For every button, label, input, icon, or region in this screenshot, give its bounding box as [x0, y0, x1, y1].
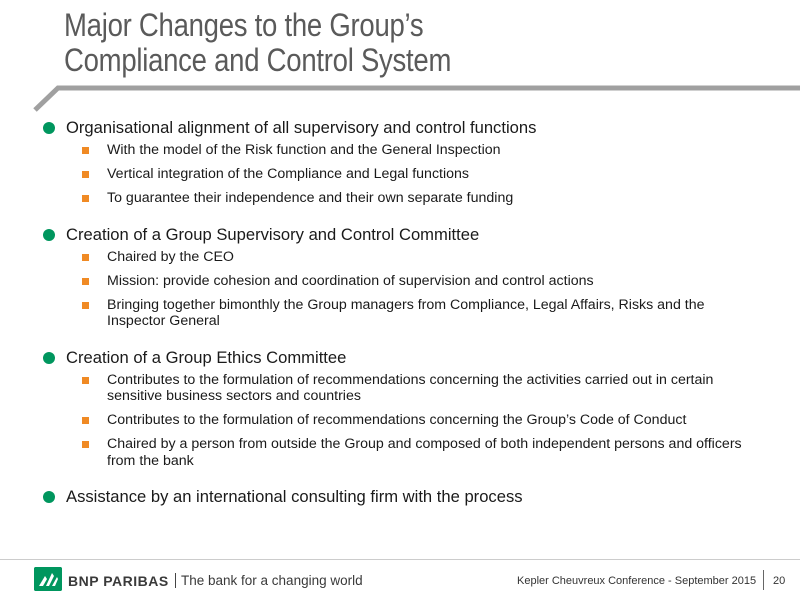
main-bullet: [0, 118, 800, 138]
main-bullet-text: Assistance by an international consulting firm with the process: [66, 487, 523, 506]
main-bullet: [0, 348, 800, 368]
orange-square-bullet-icon: [82, 171, 89, 178]
sub-bullet: [0, 249, 800, 266]
section-ethics-committee: [0, 348, 800, 470]
sub-bullet-text: With the model of the Risk function and the General Inspection: [107, 142, 501, 158]
sub-bullet: [0, 142, 800, 159]
main-bullet-text: Creation of a Group Supervisory and Control Committee: [66, 224, 480, 244]
sub-bullet-text: Chaired by the CEO: [107, 248, 234, 265]
brand-name: BNP PARIBAS: [68, 573, 169, 589]
section-consulting-assistance: [0, 487, 800, 507]
orange-square-bullet-icon: [82, 254, 89, 261]
brand-separator: [175, 573, 176, 588]
sub-bullet: [0, 297, 800, 330]
section-organisational-alignment: [0, 118, 800, 207]
page-number-separator: [763, 570, 764, 590]
sub-bullet: [0, 436, 800, 469]
orange-square-bullet-icon: [82, 441, 89, 448]
page-title: [64, 8, 666, 78]
main-bullet-text: Creation of a Group Ethics Committee: [66, 347, 347, 367]
main-bullet: [0, 225, 800, 245]
green-bullet-icon: [43, 352, 55, 364]
main-bullet-text: Organisational alignment of all supervisory and control functions: [66, 118, 537, 137]
sub-bullet: [0, 372, 800, 405]
sub-bullet-text: Bringing together bimonthly the Group managers from Compliance, Legal Affairs, Risks and the Inspector General: [107, 296, 705, 329]
page-number: 20: [773, 575, 786, 587]
sub-bullet-text: Contributes to the formulation of recommendations concerning the activities carried out in certain sensitive business sectors and countries: [107, 371, 714, 404]
sub-bullet-text: Mission: provide cohesion and coordination of supervision and control actions: [107, 272, 594, 289]
page-title-line-2: Compliance and Control System: [64, 42, 452, 78]
orange-square-bullet-icon: [82, 417, 89, 424]
page-title-line-1: Major Changes to the Group’s: [64, 7, 424, 43]
orange-square-bullet-icon: [82, 195, 89, 202]
orange-square-bullet-icon: [82, 302, 89, 309]
orange-square-bullet-icon: [82, 278, 89, 285]
sub-bullet-text: Chaired by a person from outside the Group and composed of both independent persons and officers from the bank: [107, 436, 742, 469]
sub-bullet: [0, 273, 800, 290]
main-bullet: [0, 487, 800, 507]
sub-bullet-text: Contributes to the formulation of recommendations concerning the Group’s Code of Conduct: [107, 412, 687, 428]
bnp-paribas-logo-icon: [34, 567, 62, 591]
sub-bullet: [0, 412, 800, 429]
footer-divider: [0, 559, 800, 560]
section-supervisory-committee: [0, 225, 800, 330]
orange-square-bullet-icon: [82, 377, 89, 384]
conference-label: Kepler Cheuvreux Conference - September 2015: [517, 575, 757, 587]
orange-square-bullet-icon: [82, 147, 89, 154]
green-bullet-icon: [43, 229, 55, 241]
bullet-content: [0, 118, 800, 525]
green-bullet-icon: [43, 122, 55, 134]
brand-tagline: The bank for a changing world: [181, 573, 363, 588]
sub-bullet-text: To guarantee their independence and their own separate funding: [107, 190, 514, 206]
sub-bullet: [0, 190, 800, 207]
sub-bullet: [0, 166, 800, 183]
sub-bullet-text: Vertical integration of the Compliance and Legal functions: [107, 166, 470, 182]
green-bullet-icon: [43, 491, 55, 503]
